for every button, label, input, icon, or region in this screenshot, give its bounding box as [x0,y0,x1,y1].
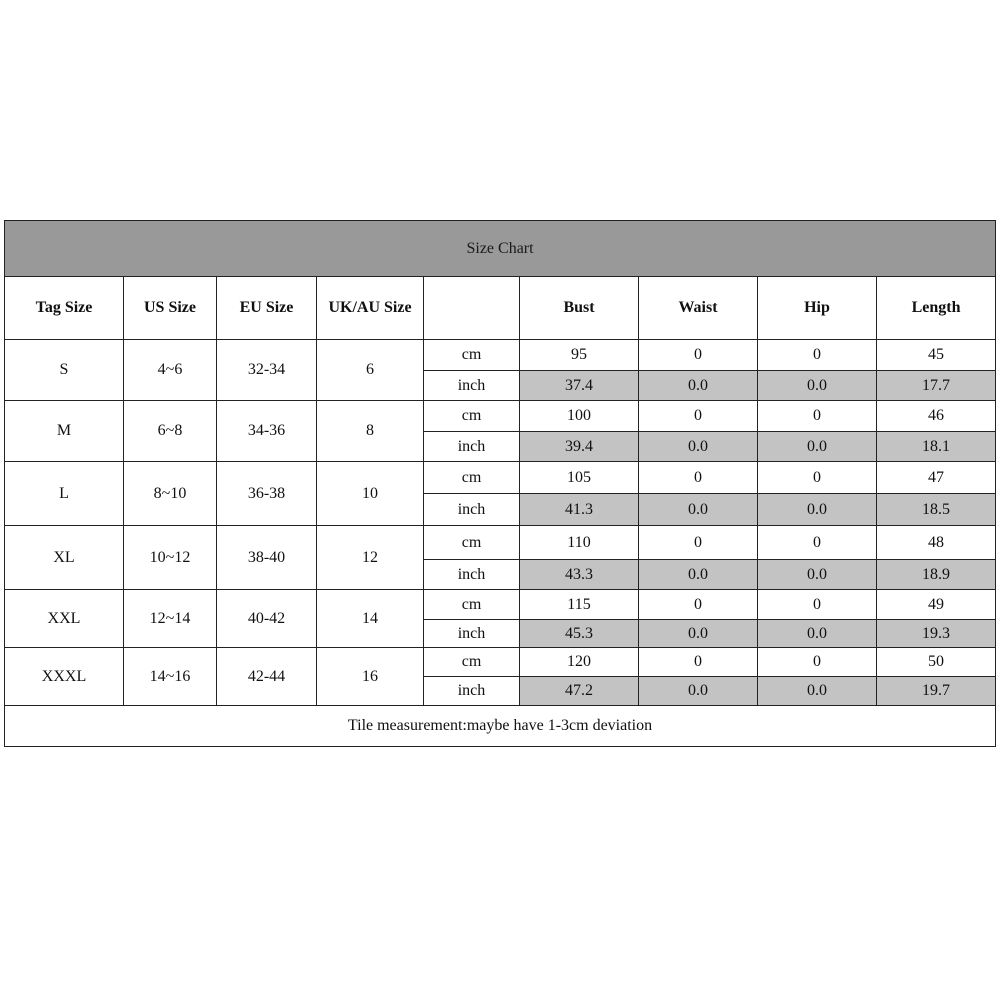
unit-label: cm [424,462,520,494]
header-unit [424,277,520,340]
eu-size: 38-40 [217,526,317,590]
header-hip: Hip [758,277,877,340]
length-inch: 19.7 [877,677,996,706]
unit-label: cm [424,401,520,432]
bust-cm: 100 [520,401,639,432]
hip-cm: 0 [758,401,877,432]
us-size: 4~6 [124,340,217,401]
size-row-cm [5,590,996,620]
unit-label: inch [424,677,520,706]
length-cm: 49 [877,590,996,620]
waist-inch: 0.0 [639,432,758,462]
size-row-cm [5,340,996,371]
waist-cm: 0 [639,462,758,494]
waist-inch: 0.0 [639,560,758,590]
bust-inch: 45.3 [520,620,639,648]
length-inch: 18.9 [877,560,996,590]
header-tag-size: Tag Size [5,277,124,340]
hip-cm: 0 [758,648,877,677]
waist-inch: 0.0 [639,494,758,526]
eu-size: 36-38 [217,462,317,526]
length-inch: 19.3 [877,620,996,648]
length-cm: 46 [877,401,996,432]
length-inch: 18.5 [877,494,996,526]
length-inch: 18.1 [877,432,996,462]
eu-size: 42-44 [217,648,317,706]
size-tag: M [5,401,124,462]
header-eu-size: EU Size [217,277,317,340]
ukau-size: 14 [317,590,424,648]
bust-cm: 110 [520,526,639,560]
bust-cm: 115 [520,590,639,620]
waist-cm: 0 [639,340,758,371]
waist-inch: 0.0 [639,677,758,706]
unit-label: inch [424,371,520,401]
unit-label: inch [424,494,520,526]
eu-size: 32-34 [217,340,317,401]
hip-inch: 0.0 [758,494,877,526]
bust-inch: 41.3 [520,494,639,526]
bust-inch: 39.4 [520,432,639,462]
size-tag: L [5,462,124,526]
unit-label: inch [424,432,520,462]
waist-cm: 0 [639,401,758,432]
hip-inch: 0.0 [758,620,877,648]
hip-cm: 0 [758,340,877,371]
us-size: 6~8 [124,401,217,462]
length-cm: 47 [877,462,996,494]
ukau-size: 12 [317,526,424,590]
size-tag: XXL [5,590,124,648]
hip-cm: 0 [758,462,877,494]
chart-title: Size Chart [5,221,996,277]
measurement-note: Tile measurement:maybe have 1-3cm deviation [5,706,996,747]
header-ukau-size: UK/AU Size [317,277,424,340]
waist-inch: 0.0 [639,620,758,648]
length-inch: 17.7 [877,371,996,401]
us-size: 12~14 [124,590,217,648]
size-tag: XL [5,526,124,590]
header-bust: Bust [520,277,639,340]
size-tag: S [5,340,124,401]
bust-inch: 47.2 [520,677,639,706]
bust-inch: 37.4 [520,371,639,401]
hip-cm: 0 [758,526,877,560]
hip-cm: 0 [758,590,877,620]
unit-label: cm [424,590,520,620]
footer-row [5,706,996,747]
us-size: 14~16 [124,648,217,706]
length-cm: 50 [877,648,996,677]
eu-size: 34-36 [217,401,317,462]
size-row-cm [5,401,996,432]
size-tag: XXXL [5,648,124,706]
ukau-size: 10 [317,462,424,526]
header-us-size: US Size [124,277,217,340]
waist-cm: 0 [639,590,758,620]
length-cm: 45 [877,340,996,371]
size-chart-table [4,220,996,747]
size-row-cm [5,526,996,560]
size-row-cm [5,648,996,677]
unit-label: cm [424,340,520,371]
header-row [5,277,996,340]
waist-cm: 0 [639,526,758,560]
us-size: 8~10 [124,462,217,526]
us-size: 10~12 [124,526,217,590]
unit-label: cm [424,526,520,560]
header-waist: Waist [639,277,758,340]
unit-label: cm [424,648,520,677]
bust-cm: 120 [520,648,639,677]
hip-inch: 0.0 [758,432,877,462]
waist-cm: 0 [639,648,758,677]
ukau-size: 6 [317,340,424,401]
bust-cm: 95 [520,340,639,371]
hip-inch: 0.0 [758,371,877,401]
ukau-size: 8 [317,401,424,462]
header-length: Length [877,277,996,340]
hip-inch: 0.0 [758,560,877,590]
bust-inch: 43.3 [520,560,639,590]
bust-cm: 105 [520,462,639,494]
unit-label: inch [424,620,520,648]
eu-size: 40-42 [217,590,317,648]
length-cm: 48 [877,526,996,560]
hip-inch: 0.0 [758,677,877,706]
size-row-cm [5,462,996,494]
unit-label: inch [424,560,520,590]
waist-inch: 0.0 [639,371,758,401]
ukau-size: 16 [317,648,424,706]
